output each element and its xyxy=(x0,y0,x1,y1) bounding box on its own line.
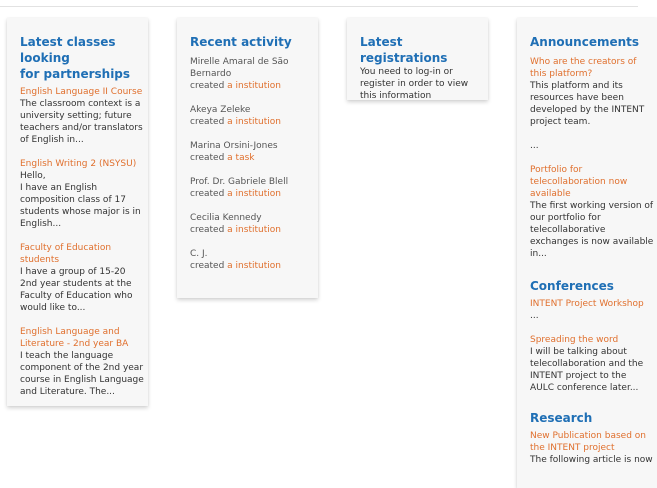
activity-card xyxy=(177,18,318,298)
activity-list xyxy=(190,56,318,272)
announcement-title-link[interactable]: Portfolio for telecollaboration now available xyxy=(530,165,628,199)
announcements-title: Announcements xyxy=(530,35,640,49)
class-title-link[interactable]: Faculty of Education students xyxy=(20,243,112,265)
class-item: English Language II Course The classroom context is a university setting; future teachers and/or translators of English in... xyxy=(20,86,148,146)
classes-title-line: Latest classes looking xyxy=(20,35,116,65)
conferences-list xyxy=(530,298,657,394)
announcement-item: Who are the creators of this platform? This platform and its resources have been developed by the INTENT project team. ... xyxy=(530,56,657,152)
research-list xyxy=(530,430,657,466)
research-title: Research xyxy=(530,411,593,425)
classes-title xyxy=(20,34,148,82)
classes-title-line: for partnerships xyxy=(20,67,131,81)
class-title-link[interactable]: English Language and Literature - 2nd year BA xyxy=(20,327,129,349)
conference-title-link[interactable]: INTENT Project Workshop xyxy=(530,299,644,309)
announcements-list xyxy=(530,56,657,260)
activity-item: C. J. created a institution xyxy=(190,249,281,271)
activity-item: Prof. Dr. Gabriele Blell created a institution xyxy=(190,177,289,199)
announcement-item: Portfolio for telecollaboration now available The first working version of our portfolio for telecollaborative exchanges is now available in... xyxy=(530,164,657,260)
conferences-title: Conferences xyxy=(530,279,614,293)
conference-item: Spreading the word I will be talking about telecollaboration and the INTENT project to the AULC conference later... xyxy=(530,334,657,394)
classes-card xyxy=(7,18,148,406)
conference-item: INTENT Project Workshop ... xyxy=(530,298,657,322)
registrations-card xyxy=(347,18,488,100)
research-item: New Publication based on the INTENT project The following article is now xyxy=(530,430,657,466)
class-item: English Writing 2 (NSYSU) Hello, I have an English composition class of 17 students whose major is in English... xyxy=(20,158,148,230)
activity-item: Mirelle Amaral de São Bernardo created a institution xyxy=(190,57,289,91)
activity-link[interactable]: a task xyxy=(227,153,255,163)
top-divider xyxy=(0,6,638,7)
classes-list xyxy=(20,86,148,398)
conference-title-link[interactable]: Spreading the word xyxy=(530,335,619,345)
registrations-message: You need to log-in or register in order to view this information xyxy=(360,67,469,101)
activity-item: Marina Orsini-Jones created a task xyxy=(190,141,278,163)
class-item: Faculty of Education students I have a group of 15-20 2nd year students at the Faculty of Education who would like to... xyxy=(20,242,148,314)
announcements-card xyxy=(517,18,657,488)
research-title-link[interactable]: New Publication based on the INTENT project xyxy=(530,431,646,453)
activity-item: Akeya Zeleke created a institution xyxy=(190,105,281,127)
activity-link[interactable]: a institution xyxy=(227,261,281,271)
activity-link[interactable]: a institution xyxy=(227,81,281,91)
announcement-title-link[interactable]: Who are the creators of this platform? xyxy=(530,57,637,79)
registrations-title: Latest registrations xyxy=(360,35,448,65)
class-title-link[interactable]: English Language II Course xyxy=(20,87,143,97)
activity-link[interactable]: a institution xyxy=(227,117,281,127)
activity-title: Recent activity xyxy=(190,35,292,49)
activity-item: Cecilia Kennedy created a institution xyxy=(190,213,281,235)
class-item: English Language and Literature - 2nd year BA I teach the language component of the 2nd year course in English Language and Literature. The... xyxy=(20,326,148,398)
activity-link[interactable]: a institution xyxy=(227,189,281,199)
activity-link[interactable]: a institution xyxy=(227,225,281,235)
class-title-link[interactable]: English Writing 2 (NSYSU) xyxy=(20,159,137,169)
